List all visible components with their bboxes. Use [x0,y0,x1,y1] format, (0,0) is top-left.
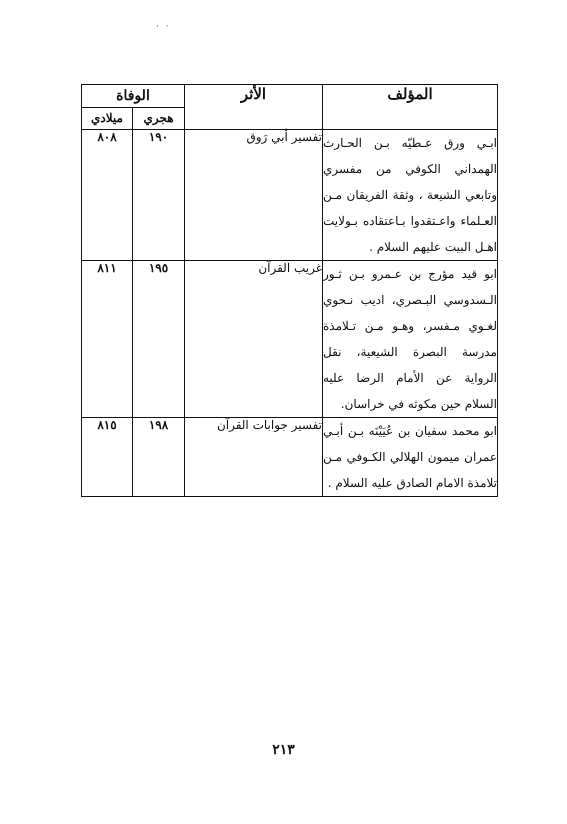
column-header-author: المؤلف [323,85,498,130]
hijri-year-cell: ١٩٨ [133,418,185,497]
gregorian-year-cell: ٨١٥ [82,418,133,497]
author-cell: ابو محمد سفيان بن عُيَيْنَه بـن أبـي عمران ميمون الهلالي الكـوفي مـن تلامذة الامام الصادق عليه السلام . [323,418,498,497]
author-cell: ابو قيد مؤرج بن عـمرو بـن ثـور الـسدوسي البـصري، اديب نـحوي لغـوي مـفسر، وهـو مـن تـلامذة مدرسة البصرة الشيعية، نقل الرواية عن الأمام الرضا عليه السلام حين مكوثه في خراسان. [323,261,498,418]
scan-speck: · · [156,22,171,32]
column-header-hijri: هجري [133,108,185,130]
table-row [82,261,498,418]
table-row [82,418,498,497]
hijri-year-cell: ١٩٥ [133,261,185,418]
work-cell: تفسير أبي رَوق [185,130,323,261]
biography-table [81,84,498,497]
table-header-row [82,85,498,108]
column-header-work: الأثر [185,85,323,130]
column-header-death: الوفاة [82,85,185,108]
work-cell: تفسير جوابات القرآن [185,418,323,497]
column-header-gregorian: ميلادي [82,108,133,130]
author-cell: ابـي ورق عـطيّه بـن الحـارث الهمداني الكوفي من مفسري وتابعي الشيعة ، وثقة الفريقان مـن العـلماء واعـتقدوا بـاعتقاده بـولايت اهـل البيت عليهم السلام . [323,130,498,261]
table-row [82,130,498,261]
page-number: ٢١٣ [272,742,295,758]
hijri-year-cell: ١٩٠ [133,130,185,261]
gregorian-year-cell: ٨٠٨ [82,130,133,261]
gregorian-year-cell: ٨١١ [82,261,133,418]
work-cell: غريب القرآن [185,261,323,418]
